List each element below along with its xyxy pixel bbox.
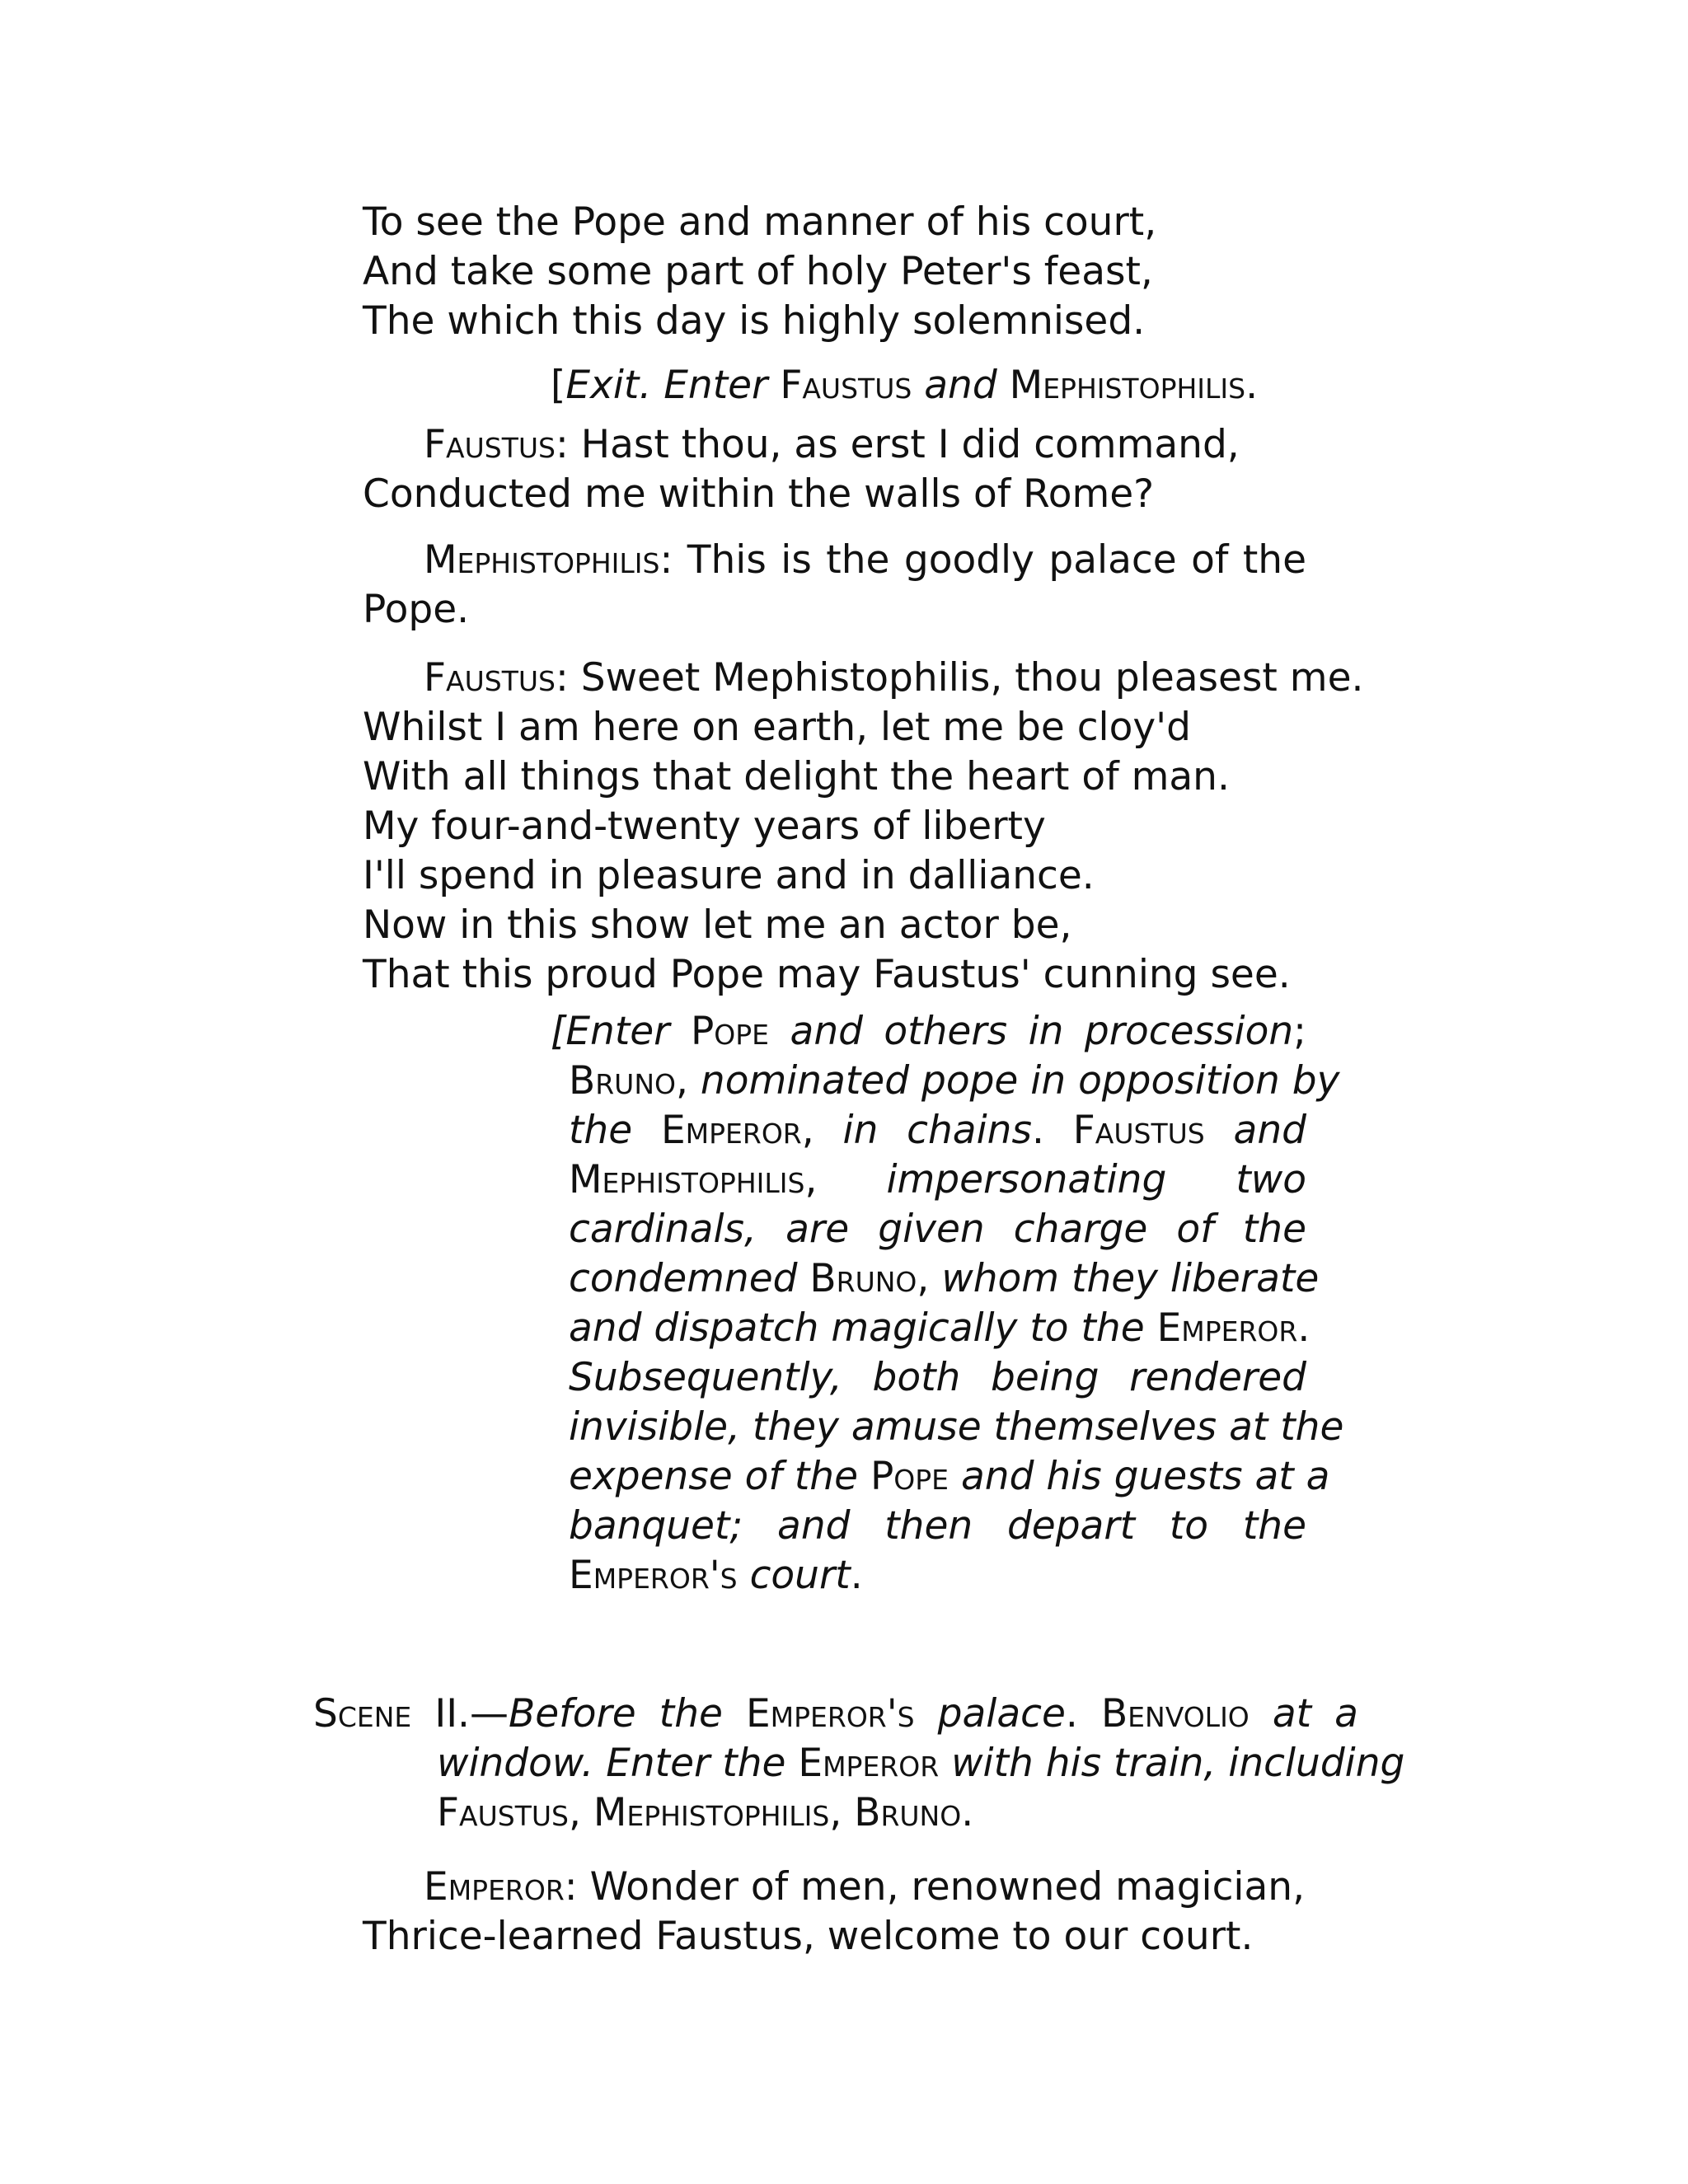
punctuation: ,	[568, 1790, 581, 1835]
speaker-name: Faustus	[424, 422, 556, 467]
stage-direction-text: court	[749, 1553, 851, 1598]
character-name: Emperor's	[569, 1553, 738, 1598]
punctuation: .	[1031, 1108, 1044, 1153]
punctuation: :	[564, 1864, 578, 1910]
verse-line: And take some part of holy Peter's feast,	[363, 249, 1153, 294]
stage-direction-line: cardinals, are given charge of the	[569, 1207, 1306, 1252]
stage-direction-line	[569, 1551, 1306, 1601]
punctuation: :	[555, 655, 569, 701]
punctuation: :	[659, 537, 673, 583]
speech-line	[424, 1863, 1305, 1912]
speech-line	[424, 420, 1240, 470]
stage-direction-text: in chains	[842, 1108, 1032, 1153]
scene-heading-line	[437, 1788, 973, 1838]
punctuation: ;	[1293, 1009, 1306, 1054]
speaker-name: Faustus	[424, 655, 556, 701]
verse-line: I'll spend in pleasure and in dalliance.	[363, 853, 1095, 898]
verse-line: Now in this show let me an actor be,	[363, 902, 1072, 948]
stage-direction-line	[569, 1304, 1311, 1353]
speech-line	[424, 654, 1363, 703]
character-name: Pope	[870, 1454, 950, 1499]
speaker-name: Mephistophilis	[424, 537, 660, 583]
character-name: Benvolio	[1100, 1691, 1250, 1736]
stage-direction-text: the	[569, 1108, 633, 1153]
stage-direction-text: nominated pope in opposition by	[700, 1058, 1340, 1104]
punctuation: ,	[804, 1157, 818, 1202]
stage-direction-line	[569, 1155, 1306, 1205]
verse-text: This is the goodly palace of the	[687, 537, 1306, 583]
character-name: Faustus	[437, 1790, 569, 1835]
verse-line: With all things that delight the heart of man.	[363, 754, 1230, 799]
character-name: Emperor	[1156, 1305, 1298, 1351]
verse-line: My four-and-twenty years of liberty	[363, 804, 1046, 849]
punctuation: :	[555, 422, 569, 467]
stage-direction	[551, 361, 1258, 410]
scene-number: II.	[434, 1691, 470, 1736]
stage-direction-text: and	[1233, 1108, 1306, 1153]
scene-setting: with his train, including	[951, 1741, 1405, 1786]
speech-line	[424, 536, 1306, 585]
stage-direction-line	[551, 1007, 1306, 1057]
verse-text: Hast thou, as erst I did command,	[580, 422, 1240, 467]
stage-direction-line	[569, 1057, 1340, 1106]
punctuation: .	[1065, 1691, 1078, 1736]
punctuation: —	[470, 1691, 509, 1736]
verse-line: That this proud Pope may Faustus' cunning see.	[363, 952, 1291, 997]
stage-direction-text: expense of the	[569, 1454, 858, 1499]
character-name: Bruno	[569, 1058, 676, 1104]
punctuation: ,	[676, 1058, 688, 1104]
scene-label: Scene	[313, 1691, 412, 1736]
stage-direction-text: and others in procession	[790, 1009, 1294, 1054]
scene-heading-line	[313, 1690, 1358, 1739]
punctuation: ,	[801, 1108, 814, 1153]
verse-line: Conducted me within the walls of Rome?	[363, 471, 1155, 517]
verse-line: Pope.	[363, 587, 470, 632]
verse-line: To see the Pope and manner of his court,	[363, 199, 1157, 245]
character-name: Emperor	[798, 1741, 940, 1786]
stage-direction-text: and	[924, 363, 997, 408]
punctuation: .	[1245, 363, 1259, 408]
verse-text: Wonder of men, renowned magician,	[589, 1864, 1306, 1910]
character-name: Faustus	[780, 363, 912, 408]
stage-direction-text: [Enter	[551, 1009, 670, 1054]
scene-heading-line	[437, 1739, 1404, 1788]
verse-text: Sweet Mephistophilis, thou pleasest me.	[580, 655, 1364, 701]
stage-direction-line: Subsequently, both being rendered	[569, 1355, 1306, 1400]
scene-setting: window. Enter the	[437, 1741, 786, 1786]
verse-line: Whilst I am here on earth, let me be cloy'd	[363, 705, 1191, 750]
stage-direction-line: banquet; and then depart to the	[569, 1503, 1306, 1549]
scene-setting: at a	[1272, 1691, 1358, 1736]
character-name: Faustus	[1072, 1108, 1205, 1153]
punctuation: .	[1297, 1305, 1311, 1351]
stage-direction-line	[569, 1452, 1330, 1502]
stage-direction-line	[569, 1106, 1306, 1155]
stage-direction-line	[569, 1254, 1320, 1304]
punctuation: .	[850, 1553, 863, 1598]
punctuation: ,	[917, 1256, 930, 1301]
stage-direction-text: impersonating	[886, 1157, 1167, 1202]
stage-direction-text: condemned	[569, 1256, 798, 1301]
stage-direction-bracket: [	[551, 363, 566, 408]
scene-setting: Before the	[509, 1691, 723, 1736]
stage-direction-text: and dispatch magically to the	[569, 1305, 1145, 1351]
punctuation: .	[961, 1790, 974, 1835]
character-name: Pope	[690, 1009, 770, 1054]
character-name: Bruno	[854, 1790, 962, 1835]
verse-line: Thrice-learned Faustus, welcome to our court.	[363, 1914, 1254, 1959]
character-name: Emperor's	[745, 1691, 915, 1736]
character-name: Emperor	[660, 1108, 802, 1153]
stage-direction-text: Exit. Enter	[565, 363, 768, 408]
punctuation: ,	[829, 1790, 842, 1835]
character-name: Mephistophilis	[569, 1157, 805, 1202]
character-name: Mephistophilis	[593, 1790, 830, 1835]
verse-line: The which this day is highly solemnised.	[363, 298, 1146, 344]
stage-direction-text: whom they liberate	[941, 1256, 1320, 1301]
character-name: Mephistophilis	[1009, 363, 1246, 408]
scene-setting: palace	[937, 1691, 1066, 1736]
stage-direction-text: and his guests at a	[960, 1454, 1330, 1499]
speaker-name: Emperor	[424, 1864, 565, 1910]
stage-direction-text: two	[1236, 1157, 1306, 1202]
stage-direction-line: invisible, they amuse themselves at the	[569, 1404, 1344, 1450]
character-name: Bruno	[809, 1256, 917, 1301]
